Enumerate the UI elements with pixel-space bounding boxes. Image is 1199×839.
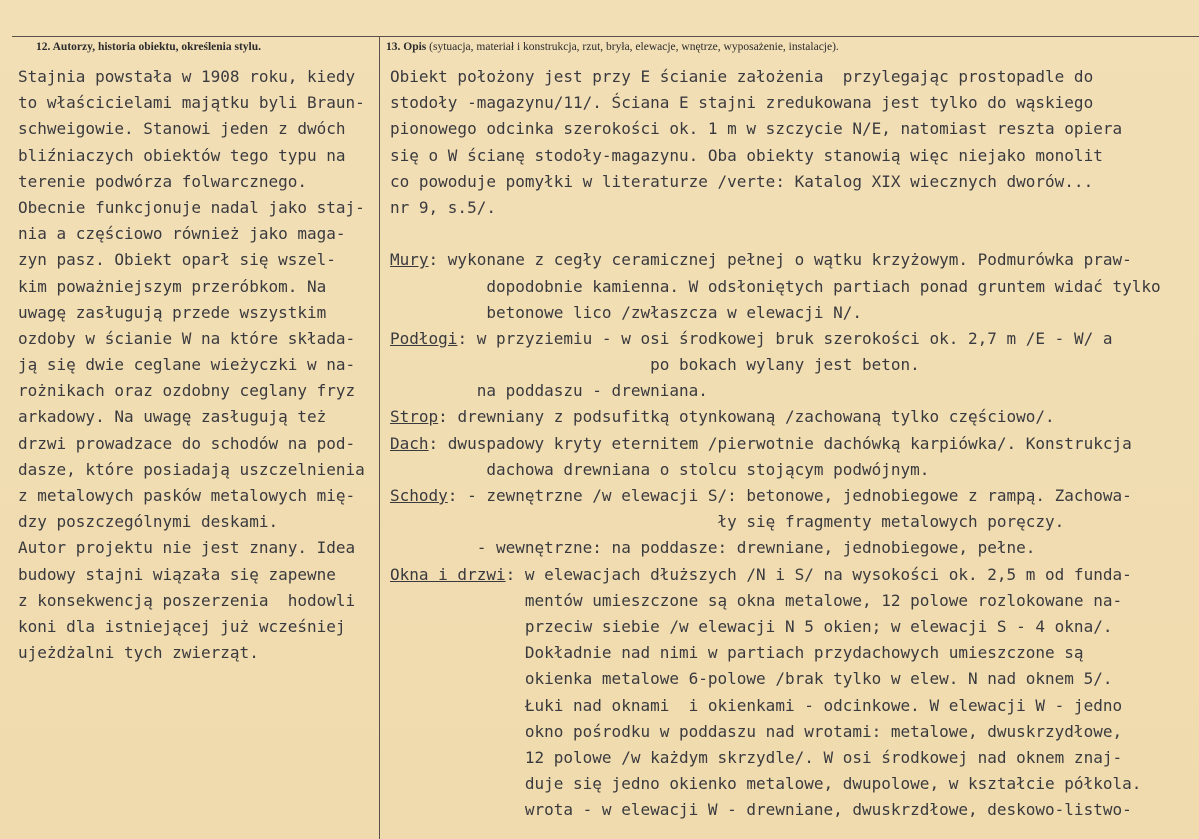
- history-text-line: koni dla istniejącej już wcześniej: [18, 616, 346, 636]
- description-column: [390, 64, 1190, 823]
- description-text: duje się jedno okienko metalowe, dwupolowe, w kształcie półkola.: [390, 774, 1142, 794]
- description-text-line: [390, 274, 1190, 300]
- description-text-line: [390, 614, 1190, 640]
- description-text-line: [390, 535, 1190, 561]
- section-13-subtitle: (sytuacja, materiał i konstrukcja, rzut, bryła, elewacje, wnętrze, wyposażenie, instalacje).: [426, 41, 839, 53]
- description-text: : dwuspadowy kryty eternitem /pierwotnie dachówką karpiówka/. Konstrukcja: [428, 433, 1132, 453]
- history-text-line: zyn pasz. Obiekt oparł się wszel-: [18, 250, 336, 270]
- description-text: 12 polowe /w każdym skrzydle/. W osi środkowej nad oknem znaj-: [390, 747, 1123, 767]
- description-text: : w przyziemiu - w osi środkowej bruk szerokości ok. 2,7 m /E - W/ a: [457, 328, 1113, 348]
- description-text: Łuki nad oknami i okienkami - odcinkowe. W elewacji W - jedno: [390, 695, 1123, 715]
- description-text: Dokładnie nad nimi w partiach przydachowych umieszczone są: [390, 643, 1084, 663]
- description-text-line: [390, 90, 1190, 116]
- description-text: mentów umieszczone są okna metalowe, 12 polowe rozlokowane na-: [390, 590, 1123, 610]
- description-text: - wewnętrzne: na poddasze: drewniane, jednobiegowe, pełne.: [390, 538, 1036, 558]
- description-text-line: [390, 666, 1190, 692]
- history-text-line: arkadowy. Na uwagę zasługują też: [18, 407, 327, 427]
- description-text-line: [390, 247, 1190, 273]
- history-text-line: nia a częściowo również jako maga-: [18, 224, 346, 244]
- description-text-line: [390, 745, 1190, 771]
- description-text: wrota - w elewacji W - drewniane, dwuskrzdłowe, deskowo-listwo-: [390, 800, 1132, 820]
- section-13-title: 13. Opis: [386, 41, 427, 53]
- description-text: : w elewacjach dłuższych /N i S/ na wysokości ok. 2,5 m od funda-: [505, 564, 1132, 584]
- description-text-line: [390, 457, 1190, 483]
- history-text-line: terenie podwórza folwarcznego.: [18, 171, 307, 191]
- description-text-line: [390, 195, 1190, 221]
- history-text-line: kim poważniejszym przeróbkom. Na: [18, 276, 327, 296]
- description-text-line: [390, 797, 1190, 823]
- description-text: : drewniany z podsufitką otynkowaną /zachowaną tylko częściowo/.: [438, 407, 1055, 427]
- section-label: Strop: [390, 407, 439, 427]
- section-label: Podłogi: [390, 328, 458, 348]
- top-rule: [12, 36, 1199, 37]
- description-text: dopodobnie kamienna. W odsłoniętych partiach ponad gruntem widać tylko: [390, 276, 1161, 296]
- section-label: Mury: [390, 250, 429, 270]
- description-text: ły się fragmenty metalowych poręczy.: [390, 512, 1065, 532]
- history-text-line: ją się dwie ceglane wieżyczki w na-: [18, 355, 356, 375]
- description-text: okno pośrodku w poddaszu nad wrotami: metalowe, dwuskrzydłowe,: [390, 721, 1123, 741]
- history-text-line: budowy stajni wiązała się zapewne: [18, 564, 336, 584]
- description-text-line: [390, 64, 1190, 90]
- description-text-line: [390, 640, 1190, 666]
- history-text-line: to właścicielami majątku byli Braun-: [18, 93, 365, 113]
- history-text-line: Obecnie funkcjonuje nadal jako staj-: [18, 197, 365, 217]
- history-text-line: drzwi prowadzace do schodów na pod-: [18, 433, 356, 453]
- section-12-header: 12. Autorzy, historia obiektu, określenia stylu.: [36, 41, 262, 53]
- history-text-line: ozdoby w ścianie W na które składa-: [18, 328, 356, 348]
- description-text-line: [390, 588, 1190, 614]
- description-text-line: [390, 116, 1190, 142]
- history-text-line: dasze, które posiadają uszczelnienia: [18, 459, 365, 479]
- history-text-line: Stajnia powstała w 1908 roku, kiedy: [18, 67, 356, 86]
- description-text: przeciw siebie /w elewacji N 5 okien; w elewacji S - 4 okna/.: [390, 616, 1113, 636]
- description-text: : - zewnętrzne /w elewacji S/: betonowe, jednobiegowe z rampą. Zachowa-: [447, 486, 1132, 505]
- description-text: stodoły -magazynu/11/. Ściana E stajni zredukowana jest tylko do wąskiego: [390, 93, 1094, 113]
- description-text: okienka metalowe 6-polowe /brak tylko w elew. N nad oknem 5/.: [390, 669, 1113, 689]
- description-text-line: [390, 431, 1190, 457]
- description-text-line: [390, 483, 1190, 509]
- description-text: betonowe lico /zwłaszcza w elewacji N/.: [390, 302, 863, 322]
- section-13-header: [386, 41, 839, 53]
- history-text-line: schweigowie. Stanowi jeden z dwóch: [18, 119, 346, 139]
- description-text: nr 9, s.5/.: [390, 197, 496, 217]
- history-text-line: Autor projektu nie jest znany. Idea: [18, 538, 356, 558]
- history-text-line: uwagę zasługują przede wszystkim: [18, 302, 327, 322]
- description-text: po bokach wylany jest beton.: [390, 355, 920, 375]
- description-text-line: [390, 221, 1190, 247]
- description-text-line: [390, 300, 1190, 326]
- description-text-line: [390, 509, 1190, 535]
- description-text: dachowa drewniana o stolcu stojącym podwójnym.: [390, 459, 930, 479]
- section-label: Okna i drzwi: [390, 564, 506, 584]
- description-text: pionowego odcinka szerokości ok. 1 m w szczycie N/E, natomiast reszta opiera: [390, 119, 1123, 139]
- history-text-line: ujeżdżalni tych zwierząt.: [18, 643, 259, 663]
- description-text-line: [390, 771, 1190, 797]
- section-label: Dach: [390, 433, 429, 453]
- description-text: Obiekt położony jest przy E ścianie założenia przylegając prostopadle do: [390, 67, 1094, 86]
- description-text-line: [390, 169, 1190, 195]
- description-text-line: [390, 326, 1190, 352]
- history-text-line: z metalowych pasków metalowych mię-: [18, 486, 356, 505]
- description-text-line: [390, 562, 1190, 588]
- description-text-line: [390, 352, 1190, 378]
- history-text-line: bliźniaczych obiektów tego typu na: [18, 145, 346, 165]
- description-text-line: [390, 404, 1190, 430]
- history-column: [18, 64, 380, 666]
- description-text: na poddaszu - drewniana.: [390, 381, 708, 401]
- description-text: : wykonane z cegły ceramicznej pełnej o wątku krzyżowym. Podmurówka praw-: [428, 250, 1132, 270]
- description-text-line: [390, 143, 1190, 169]
- description-text: się o W ścianę stodoły-magazynu. Oba obiekty stanowią więc niejako monolit: [390, 145, 1103, 165]
- description-text-line: [390, 378, 1190, 404]
- history-text-line: dzy poszczególnymi deskami.: [18, 512, 279, 532]
- section-label: Schody: [390, 486, 448, 505]
- history-text-line: z konsekwencją poszerzenia hodowli: [18, 590, 356, 610]
- description-text: co powoduje pomyłki w literaturze /verte: Katalog XIX wiecznych dworów...: [390, 171, 1094, 191]
- description-text-line: [390, 693, 1190, 719]
- description-text-line: [390, 719, 1190, 745]
- history-text-line: rożnikach oraz ozdobny ceglany fryz: [18, 381, 356, 401]
